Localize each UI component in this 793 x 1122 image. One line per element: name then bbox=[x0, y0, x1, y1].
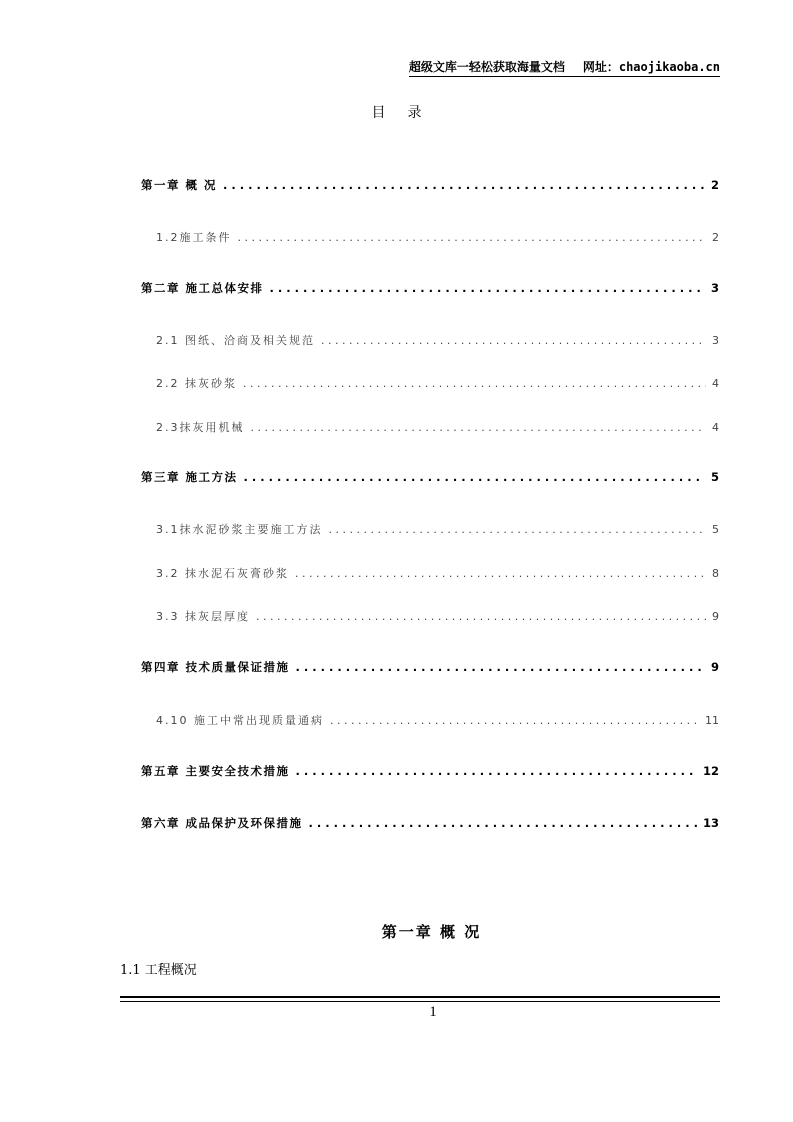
toc-leader-dots bbox=[296, 660, 705, 674]
toc-entry-page: 2 bbox=[710, 178, 719, 192]
toc-entry-label: 3.2 抹水泥石灰膏砂浆 bbox=[156, 567, 289, 580]
toc-entry-section[interactable] bbox=[156, 229, 719, 245]
toc-entry-section[interactable] bbox=[156, 375, 719, 391]
toc-entry-page: 11 bbox=[705, 714, 719, 727]
header-site-name: 超级文库一轻松获取海量文档 bbox=[408, 60, 565, 74]
toc-leader-dots bbox=[251, 421, 707, 434]
toc-leader-dots bbox=[330, 714, 699, 727]
toc-entry-label: 4.10 施工中常出现质量通病 bbox=[156, 714, 324, 727]
toc-leader-dots bbox=[321, 334, 706, 347]
toc-entry-label: 第三章 施工方法 bbox=[141, 470, 238, 484]
toc-entry-page: 5 bbox=[710, 470, 719, 484]
toc-entry-chapter[interactable] bbox=[141, 469, 719, 485]
toc-entry-label: 第一章 概 况 bbox=[141, 178, 218, 192]
toc-entry-page: 13 bbox=[702, 816, 719, 830]
toc-leader-dots bbox=[309, 816, 697, 830]
toc-leader-dots bbox=[256, 610, 706, 623]
toc-entry-page: 3 bbox=[710, 281, 719, 295]
toc-leader-dots bbox=[243, 377, 706, 390]
toc-entry-chapter[interactable] bbox=[141, 763, 719, 779]
toc-entry-page: 3 bbox=[712, 334, 719, 347]
toc-entry-label: 1.2施工条件 bbox=[156, 231, 232, 244]
toc-entry-section[interactable] bbox=[156, 608, 719, 624]
toc-entry-page: 9 bbox=[710, 660, 719, 674]
page-number: 1 bbox=[429, 1004, 437, 1020]
toc-entry-chapter[interactable] bbox=[141, 177, 719, 193]
toc-entry-label: 2.2 抹灰砂浆 bbox=[156, 377, 237, 390]
toc-entry-label: 第四章 技术质量保证措施 bbox=[141, 660, 290, 674]
toc-entry-label: 3.3 抹灰层厚度 bbox=[156, 610, 250, 623]
toc-entry-label: 3.1抹水泥砂浆主要施工方法 bbox=[156, 523, 323, 536]
toc-leader-dots bbox=[238, 231, 707, 244]
toc-entry-section[interactable] bbox=[156, 419, 719, 435]
toc-entry-label: 第六章 成品保护及环保措施 bbox=[141, 816, 303, 830]
toc-entry-section[interactable] bbox=[156, 332, 719, 348]
toc-leader-dots bbox=[244, 470, 705, 484]
toc-title: 目录 bbox=[371, 105, 444, 121]
toc-leader-dots bbox=[223, 178, 705, 192]
header-url[interactable]: 网址：chaojikaoba.cn bbox=[582, 60, 720, 74]
toc-entry-page: 4 bbox=[712, 421, 719, 434]
toc-entry-page: 2 bbox=[712, 231, 719, 244]
toc-leader-dots bbox=[270, 281, 705, 295]
toc-entry-label: 2.3抹灰用机械 bbox=[156, 421, 245, 434]
toc-entry-page: 12 bbox=[702, 764, 719, 778]
toc-entry-section[interactable] bbox=[156, 565, 719, 581]
toc-entry-label: 2.1 图纸、洽商及相关规范 bbox=[156, 334, 315, 347]
toc-entry-page: 9 bbox=[712, 610, 719, 623]
toc-entry-section[interactable] bbox=[156, 521, 719, 537]
footer-rule bbox=[120, 996, 720, 998]
toc-leader-dots bbox=[295, 567, 706, 580]
toc-entry-chapter[interactable] bbox=[141, 815, 719, 831]
toc-entry-chapter[interactable] bbox=[141, 659, 719, 675]
toc-entry-page: 4 bbox=[712, 377, 719, 390]
toc-entry-section[interactable] bbox=[156, 712, 719, 728]
toc-entry-label: 第二章 施工总体安排 bbox=[141, 281, 264, 295]
toc-entry-label: 第五章 主要安全技术措施 bbox=[141, 764, 290, 778]
footer-rule-thin bbox=[120, 1001, 720, 1002]
toc-entry-page: 5 bbox=[712, 523, 719, 536]
toc-leader-dots bbox=[296, 764, 697, 778]
section-heading: 1.1 工程概况 bbox=[120, 963, 197, 978]
chapter-heading: 第一章 概 况 bbox=[381, 923, 482, 941]
toc-leader-dots bbox=[329, 523, 707, 536]
toc-entry-chapter[interactable] bbox=[141, 280, 719, 296]
toc-entry-page: 8 bbox=[712, 567, 719, 580]
page-header bbox=[409, 58, 720, 77]
